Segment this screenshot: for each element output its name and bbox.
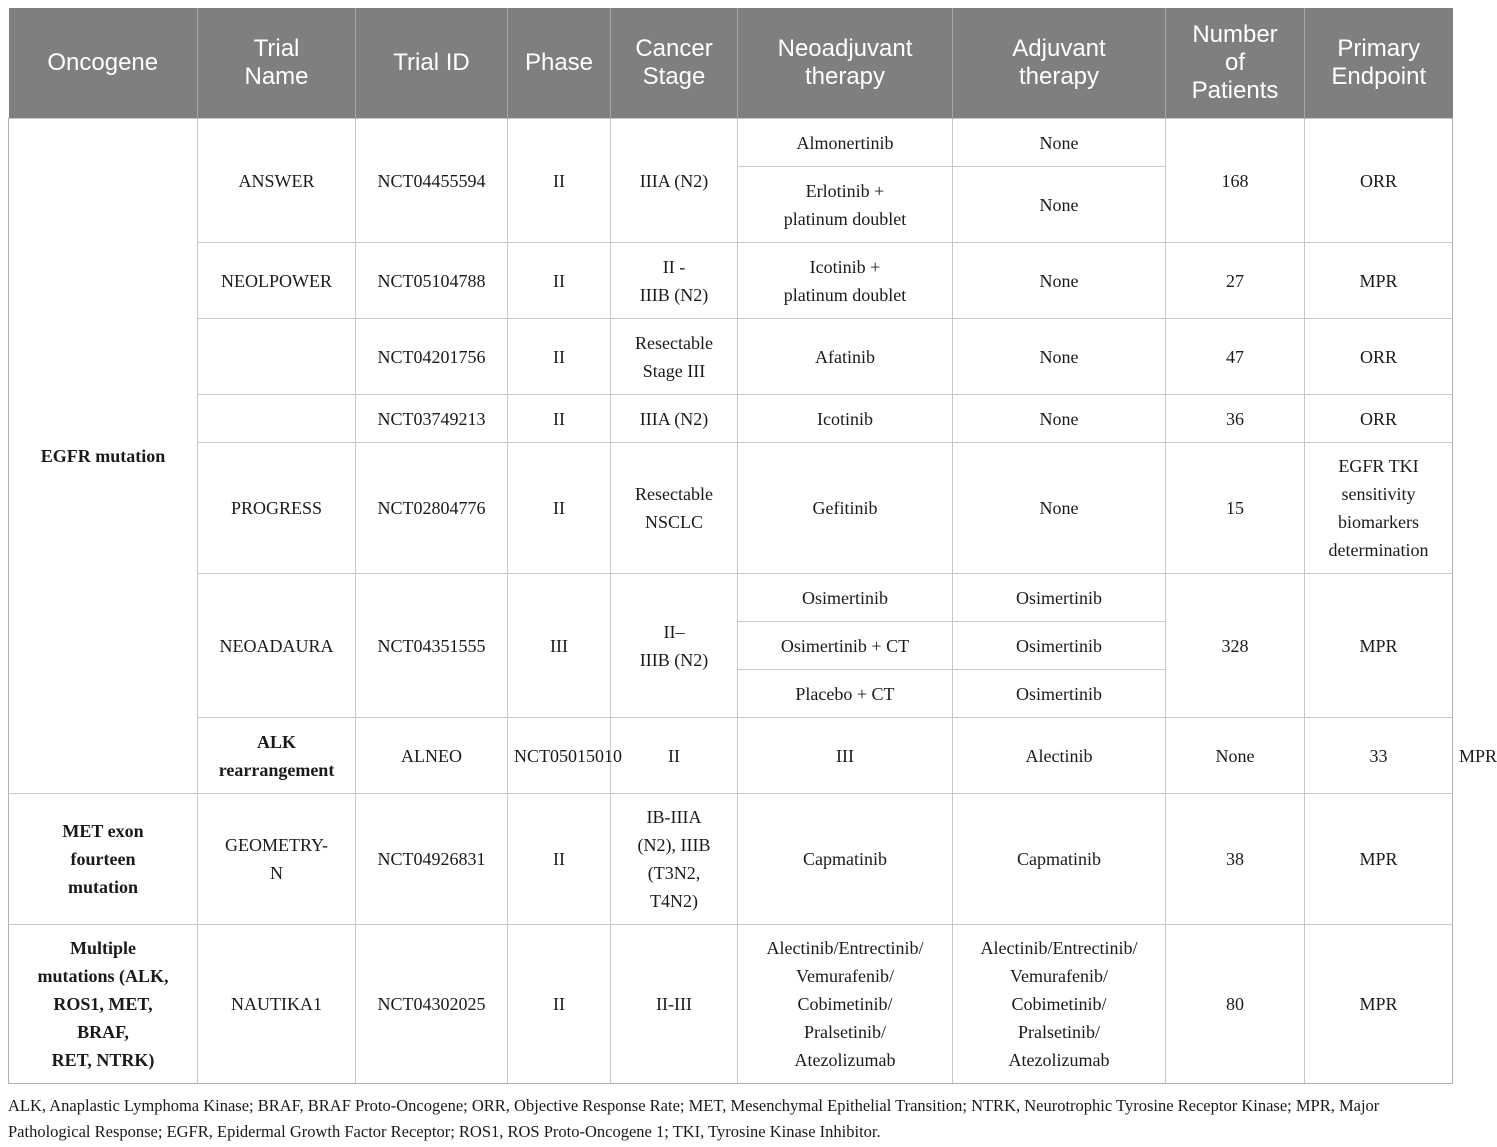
trial-id-cell: NCT04302025 <box>356 925 508 1084</box>
phase-cell: III <box>508 574 611 718</box>
neoadjuvant-cell: Almonertinib <box>738 119 953 167</box>
patients-cell: 38 <box>1166 794 1305 925</box>
table-row <box>9 119 1453 167</box>
patients-cell: 168 <box>1166 119 1305 243</box>
trial-id-cell: NCT04455594 <box>356 119 508 243</box>
trial-id-cell: NCT05015010 <box>508 718 611 794</box>
table-row <box>9 319 1453 395</box>
header-primary-endpoint: Primary Endpoint <box>1305 8 1453 119</box>
adjuvant-cell: None <box>953 119 1166 167</box>
header-number-of-patients: Number of Patients <box>1166 8 1305 119</box>
trial-id-cell: NCT04201756 <box>356 319 508 395</box>
neoadjuvant-cell: Osimertinib <box>738 574 953 622</box>
neoadjuvant-cell: Icotinib + platinum doublet <box>738 243 953 319</box>
adjuvant-cell: None <box>953 395 1166 443</box>
table-row <box>9 925 1453 1084</box>
trial-name-cell: GEOMETRY- N <box>198 794 356 925</box>
stage-cell: Resectable NSCLC <box>611 443 738 574</box>
trials-table <box>8 8 1497 1084</box>
neoadjuvant-cell: Gefitinib <box>738 443 953 574</box>
stage-cell: II-III <box>611 925 738 1084</box>
adjuvant-cell: None <box>953 319 1166 395</box>
header-adjuvant-therapy: Adjuvant therapy <box>953 8 1166 119</box>
stage-cell: II– IIIB (N2) <box>611 574 738 718</box>
oncogene-cell: ALK rearrangement <box>198 718 356 794</box>
stage-cell: IIIA (N2) <box>611 395 738 443</box>
trial-id-cell: NCT02804776 <box>356 443 508 574</box>
endpoint-cell: ORR <box>1305 119 1453 243</box>
header-phase: Phase <box>508 8 611 119</box>
phase-cell: II <box>508 794 611 925</box>
trial-id-cell: NCT04926831 <box>356 794 508 925</box>
patients-cell: 15 <box>1166 443 1305 574</box>
oncogene-cell: Multiple mutations (ALK, ROS1, MET, BRAF, RET, NTRK) <box>9 925 198 1084</box>
table-row <box>9 243 1453 319</box>
endpoint-cell: MPR <box>1305 243 1453 319</box>
adjuvant-cell: None <box>953 443 1166 574</box>
adjuvant-cell: None <box>953 167 1166 243</box>
trial-name-cell: NEOLPOWER <box>198 243 356 319</box>
neoadjuvant-cell: Alectinib/Entrectinib/ Vemurafenib/ Cobimetinib/ Pralsetinib/ Atezolizumab <box>738 925 953 1084</box>
stage-cell: IIIA (N2) <box>611 119 738 243</box>
table-row <box>9 794 1453 925</box>
header-cancer-stage: Cancer Stage <box>611 8 738 119</box>
phase-cell: II <box>508 319 611 395</box>
adjuvant-cell: Osimertinib <box>953 622 1166 670</box>
endpoint-cell: MPR <box>1305 794 1453 925</box>
phase-cell: II <box>508 395 611 443</box>
endpoint-cell: ORR <box>1305 395 1453 443</box>
neoadjuvant-cell: Osimertinib + CT <box>738 622 953 670</box>
trial-name-cell <box>198 395 356 443</box>
adjuvant-cell: None <box>953 243 1166 319</box>
patients-cell: 27 <box>1166 243 1305 319</box>
patients-cell: 328 <box>1166 574 1305 718</box>
trial-name-cell <box>198 319 356 395</box>
table-footnote: ALK, Anaplastic Lymphoma Kinase; BRAF, BRAF Proto-Oncogene; ORR, Objective Response Rate; MET, Mesenchymal Epithelial Transition; NTRK, Neurotrophic Tyrosine Receptor Kinase; MPR, Major Pathological Response; EGFR, Epidermal Growth Factor Receptor; ROS1, ROS Proto-Oncogene 1; TKI, Tyrosine Kinase Inhibitor. <box>8 1096 1380 1141</box>
trial-name-cell: NAUTIKA1 <box>198 925 356 1084</box>
stage-cell: III <box>738 718 953 794</box>
trial-id-cell: NCT03749213 <box>356 395 508 443</box>
adjuvant-cell: Osimertinib <box>953 670 1166 718</box>
table-row <box>9 395 1453 443</box>
neoadjuvant-cell: Icotinib <box>738 395 953 443</box>
neoadjuvant-cell: Capmatinib <box>738 794 953 925</box>
endpoint-cell: EGFR TKI sensitivity biomarkers determination <box>1305 443 1453 574</box>
phase-cell: II <box>611 718 738 794</box>
stage-cell: II - IIIB (N2) <box>611 243 738 319</box>
patients-cell: 80 <box>1166 925 1305 1084</box>
neoadjuvant-cell: Afatinib <box>738 319 953 395</box>
stage-cell: IB-IIIA (N2), IIIB (T3N2, T4N2) <box>611 794 738 925</box>
phase-cell: II <box>508 119 611 243</box>
adjuvant-cell: None <box>1166 718 1305 794</box>
phase-cell: II <box>508 925 611 1084</box>
table-row: ALK rearrangement ALNEO NCT05015010 II III Alectinib None 33 MPR <box>9 718 1453 794</box>
patients-cell: 36 <box>1166 395 1305 443</box>
trial-id-cell: NCT05104788 <box>356 243 508 319</box>
trial-name-cell: ANSWER <box>198 119 356 243</box>
header-row <box>9 8 1453 119</box>
neoadjuvant-cell: Placebo + CT <box>738 670 953 718</box>
stage-cell: Resectable Stage III <box>611 319 738 395</box>
header-trial-id: Trial ID <box>356 8 508 119</box>
neoadjuvant-cell: Alectinib <box>953 718 1166 794</box>
endpoint-cell: ORR <box>1305 319 1453 395</box>
phase-cell: II <box>508 443 611 574</box>
trial-name-cell: ALNEO <box>356 718 508 794</box>
endpoint-cell: MPR <box>1305 574 1453 718</box>
phase-cell: II <box>508 243 611 319</box>
adjuvant-cell: Alectinib/Entrectinib/ Vemurafenib/ Cobimetinib/ Pralsetinib/ Atezolizumab <box>953 925 1166 1084</box>
table-row <box>9 443 1453 574</box>
adjuvant-cell: Osimertinib <box>953 574 1166 622</box>
adjuvant-cell: Capmatinib <box>953 794 1166 925</box>
endpoint-cell: MPR <box>1305 925 1453 1084</box>
header-oncogene: Oncogene <box>9 8 198 119</box>
header-neoadjuvant-therapy: Neoadjuvant therapy <box>738 8 953 119</box>
oncogene-cell: EGFR mutation <box>9 119 198 794</box>
oncogene-cell: MET exon fourteen mutation <box>9 794 198 925</box>
patients-cell: 33 <box>1305 718 1453 794</box>
trial-name-cell: PROGRESS <box>198 443 356 574</box>
trial-name-cell: NEOADAURA <box>198 574 356 718</box>
neoadjuvant-cell: Erlotinib + platinum doublet <box>738 167 953 243</box>
patients-cell: 47 <box>1166 319 1305 395</box>
trial-id-cell: NCT04351555 <box>356 574 508 718</box>
header-trial-name: Trial Name <box>198 8 356 119</box>
table-row <box>9 574 1453 622</box>
